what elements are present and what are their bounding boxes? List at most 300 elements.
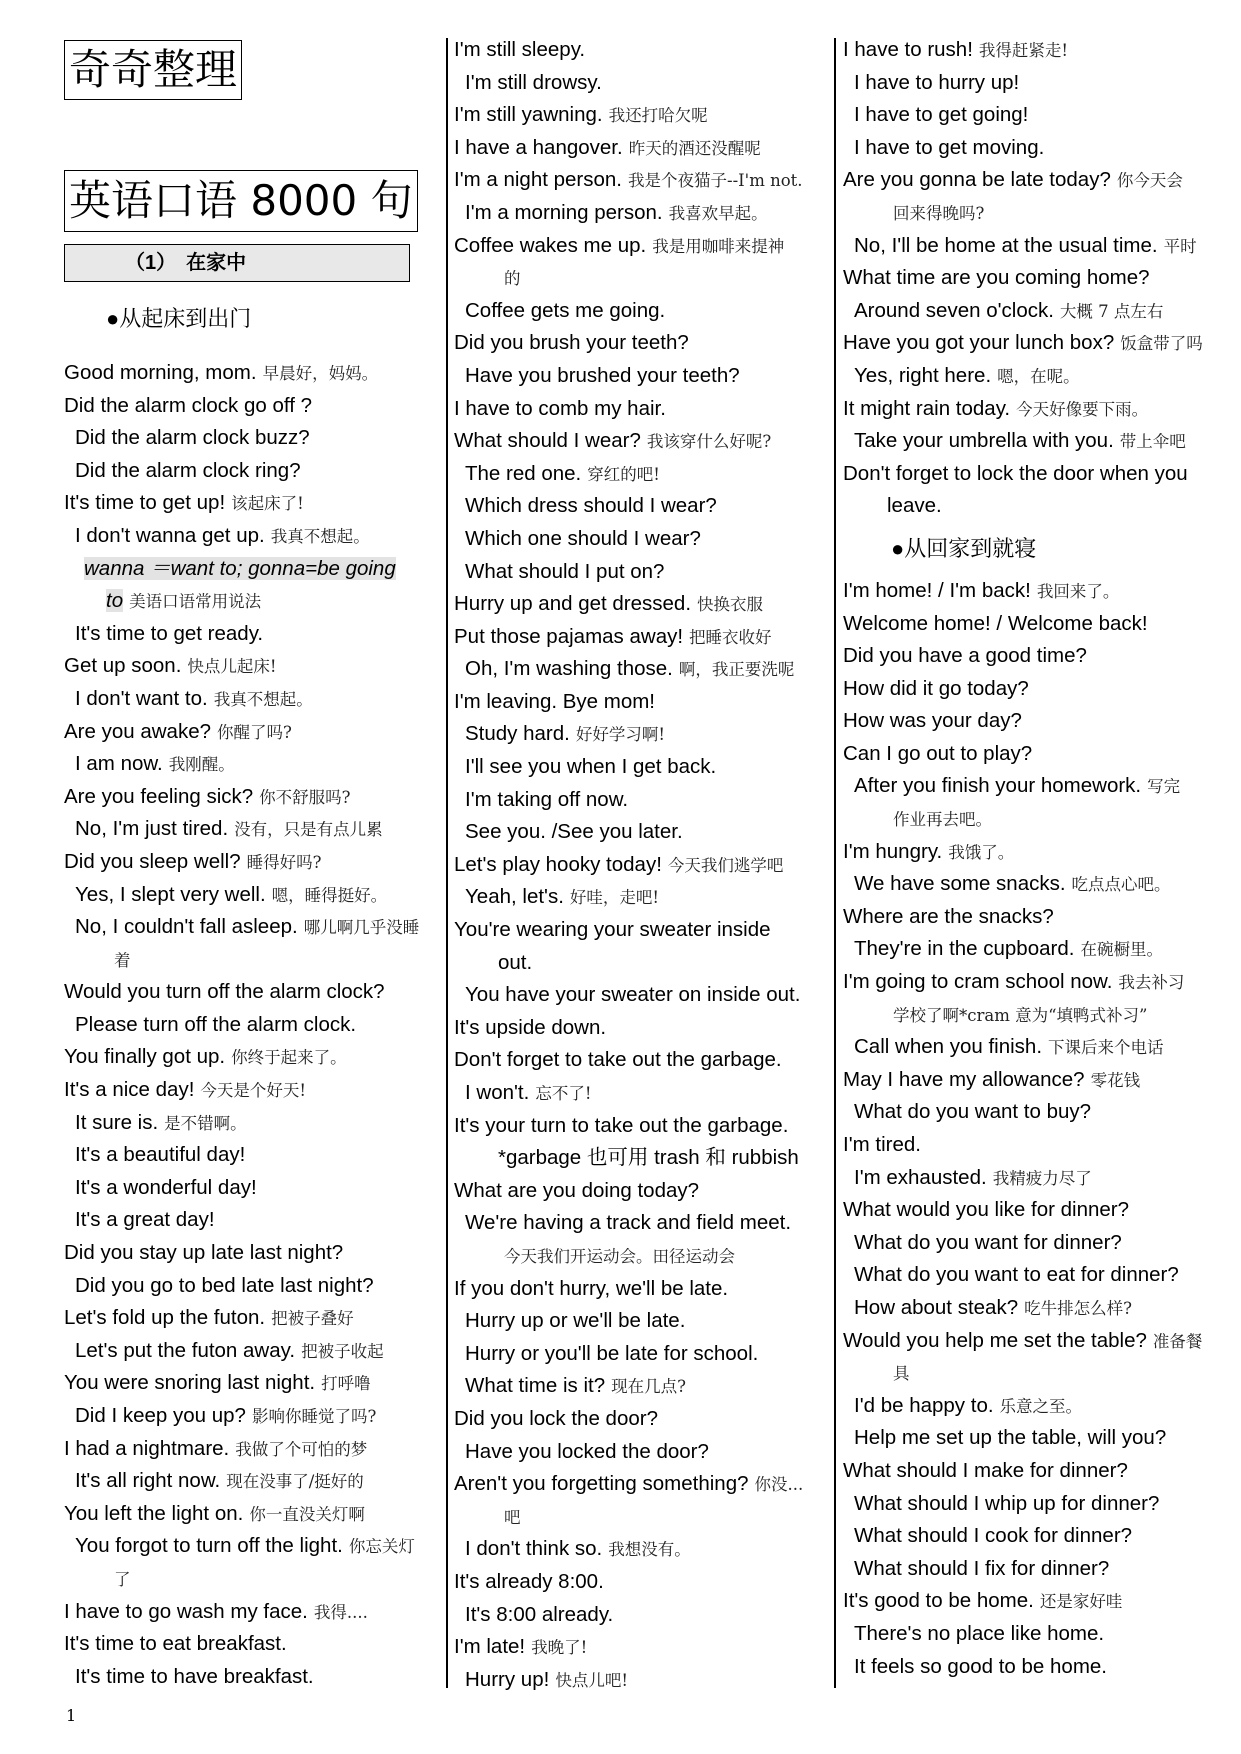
- chinese-translation: 睡得好吗?: [246, 852, 322, 872]
- phrase-line: [454, 947, 832, 980]
- phrase-line: [454, 458, 832, 491]
- chinese-translation: 带上伞吧: [1119, 432, 1186, 452]
- phrase-line: [454, 1436, 832, 1469]
- english-phrase: I don't wanna get up.: [75, 523, 265, 547]
- english-phrase: I'm a morning person.: [465, 200, 663, 224]
- phrase-line: [843, 966, 1228, 999]
- english-phrase: out.: [498, 950, 533, 974]
- chinese-translation: 下课后来个电话: [1048, 1038, 1164, 1058]
- chinese-translation: 美语口语常用说法: [129, 592, 262, 612]
- english-phrase: What time are you coming home?: [843, 266, 1150, 290]
- english-phrase: You forgot to turn off the light.: [75, 1534, 343, 1558]
- phrase-line: [64, 422, 444, 455]
- phrase-line: [454, 1338, 832, 1371]
- english-phrase: Let's put the futon away.: [75, 1338, 296, 1362]
- english-phrase: Oh, I'm washing those.: [465, 657, 673, 681]
- phrase-line: [843, 1292, 1228, 1325]
- chinese-translation: 把被子叠好: [271, 1309, 354, 1329]
- phrase-line: [64, 1530, 444, 1563]
- phrase-line: [843, 132, 1228, 165]
- english-phrase: It's all right now.: [75, 1469, 221, 1493]
- english-phrase: No, I'm just tired.: [75, 817, 229, 841]
- phrase-line: [843, 295, 1228, 328]
- english-phrase: Which one should I wear?: [465, 526, 701, 550]
- english-phrase: Where are the snacks?: [843, 904, 1054, 928]
- phrase-line: [454, 1273, 832, 1306]
- english-phrase: Around seven o'clock.: [854, 298, 1054, 322]
- phrase-line: [454, 425, 832, 458]
- chinese-translation: 快点儿起床!: [187, 657, 277, 677]
- phrase-line: [64, 1139, 444, 1172]
- phrase-line: [454, 490, 832, 523]
- phrase-line: [454, 914, 832, 947]
- phrase-line: [843, 1357, 1228, 1390]
- english-phrase: I had a nightmare.: [64, 1436, 230, 1460]
- english-phrase: Take your umbrella with you.: [854, 429, 1114, 453]
- phrase-line: [64, 553, 444, 586]
- english-phrase: It's a wonderful day!: [75, 1175, 257, 1199]
- chinese-translation: 今天是个好天!: [200, 1081, 307, 1101]
- phrase-line: [454, 67, 832, 100]
- phrase-line: [843, 575, 1228, 608]
- phrase-line: [64, 944, 444, 977]
- phrase-line: [843, 490, 1228, 523]
- phrase-line: [454, 621, 832, 654]
- phrase-line: [64, 455, 444, 488]
- english-phrase: Did you stay up late last night?: [64, 1241, 344, 1265]
- english-phrase: What should I whip up for dinner?: [854, 1491, 1160, 1515]
- chinese-translation: 写完: [1147, 777, 1181, 797]
- english-phrase: I'm still drowsy.: [465, 70, 602, 94]
- english-phrase: What should I cook for dinner?: [854, 1524, 1133, 1548]
- english-phrase: Are you feeling sick?: [64, 784, 254, 808]
- chinese-translation: 你不舒服吗?: [259, 787, 351, 807]
- subsection-heading: ●从回家到就寝: [891, 535, 1037, 561]
- english-phrase: It's your turn to take out the garbage.: [454, 1113, 789, 1137]
- phrase-line: [64, 618, 444, 651]
- english-phrase: What do you want to eat for dinner?: [854, 1263, 1179, 1287]
- english-phrase: Get up soon.: [64, 654, 182, 678]
- english-phrase: I'm leaving. Bye mom!: [454, 689, 656, 713]
- chinese-translation: 在碗橱里。: [1080, 940, 1163, 960]
- english-phrase: Have you locked the door?: [465, 1439, 709, 1463]
- english-phrase: The red one.: [465, 461, 582, 485]
- chinese-translation: 该起床了!: [231, 494, 304, 514]
- english-phrase: What should I put on?: [465, 559, 665, 583]
- chinese-translation: 你终于起来了。: [231, 1048, 347, 1068]
- phrase-line: [843, 1129, 1228, 1162]
- phrase-line: [64, 1465, 444, 1498]
- chinese-translation: 你今天会: [1116, 171, 1183, 191]
- english-phrase: Did I keep you up?: [75, 1404, 246, 1427]
- english-phrase: Have you got your lunch box?: [843, 331, 1115, 355]
- phrase-line: [454, 393, 832, 426]
- phrase-line: [454, 1370, 832, 1403]
- phrase-line: [454, 1012, 832, 1045]
- english-phrase: I'd be happy to.: [854, 1393, 994, 1417]
- subsection-heading: ●从起床到出门: [106, 306, 252, 331]
- chinese-translation: 你忘关灯: [348, 1537, 415, 1557]
- english-phrase: Yes, right here.: [854, 363, 992, 387]
- english-phrase: Did the alarm clock go off ?: [64, 393, 313, 417]
- phrase-line: [64, 1628, 444, 1661]
- english-phrase: Let's play hooky today!: [454, 852, 662, 876]
- phrase-line: [843, 1031, 1228, 1064]
- phrase-line: [64, 1302, 444, 1335]
- english-phrase: Did you brush your teeth?: [454, 331, 689, 355]
- page-number: 1: [66, 1706, 77, 1725]
- phrase-line: [64, 1172, 444, 1205]
- chinese-translation: 把被子收起: [301, 1341, 384, 1361]
- phrase-line: [64, 487, 444, 520]
- english-phrase: It's time to have breakfast.: [75, 1664, 314, 1688]
- english-phrase: Hurry up and get dressed.: [454, 592, 692, 616]
- english-phrase: It's a great day!: [75, 1208, 215, 1232]
- chinese-translation: 学校了啊*cram 意为“填鸭式补习”: [893, 1005, 1148, 1025]
- english-phrase: to: [106, 589, 124, 613]
- chinese-translation: 没有，只是有点儿累: [234, 820, 383, 840]
- english-phrase: Yeah, let's.: [465, 885, 564, 909]
- english-phrase: It's time to get ready.: [75, 621, 264, 645]
- english-phrase: How did it go today?: [843, 676, 1029, 700]
- english-phrase: How was your day?: [843, 709, 1022, 733]
- phrase-line: [64, 1400, 444, 1433]
- chinese-translation: 现在没事了/挺好的: [226, 1472, 364, 1492]
- phrase-line: [64, 1009, 444, 1042]
- english-phrase: I'm going to cram school now.: [843, 970, 1113, 994]
- phrase-line: [454, 197, 832, 230]
- phrase-line: [454, 1077, 832, 1110]
- column-2: [454, 34, 832, 1696]
- phrase-line: [64, 1335, 444, 1368]
- phrase-line: [454, 1207, 832, 1240]
- phrase-line: [64, 357, 444, 390]
- english-phrase: They're in the cupboard.: [854, 937, 1075, 961]
- phrase-line: [454, 784, 832, 817]
- chinese-translation: 零花钱: [1090, 1070, 1141, 1090]
- phrase-line: [843, 1096, 1228, 1129]
- chinese-translation: 哪儿啊几乎没睡: [303, 918, 420, 938]
- chinese-translation: 我得....: [313, 1602, 368, 1622]
- phrase-line: [843, 803, 1228, 836]
- chinese-translation: 今天我们逃学吧: [667, 855, 784, 875]
- chinese-translation: 作业再去吧。: [893, 810, 992, 830]
- phrase-line: [454, 1110, 832, 1143]
- phrase-line: [64, 1204, 444, 1237]
- phrase-line: [454, 1403, 832, 1436]
- chinese-translation: 今天我们开运动会。田径运动会: [504, 1246, 735, 1266]
- chinese-translation: 好好学习啊!: [575, 725, 665, 745]
- english-phrase: I have a hangover.: [454, 135, 623, 159]
- phrase-line: [843, 327, 1228, 360]
- chinese-translation: 昨天的酒还没醒呢: [628, 138, 761, 158]
- chinese-translation: 我想没有。: [608, 1540, 691, 1560]
- column-divider: [446, 38, 448, 1688]
- phrase-line: [843, 1227, 1228, 1260]
- chinese-translation: 我真不想起。: [213, 689, 313, 709]
- phrase-line: [454, 816, 832, 849]
- chinese-translation: 快换衣服: [697, 595, 764, 615]
- english-phrase: What do you want for dinner?: [854, 1230, 1122, 1254]
- english-phrase: It's time to get up!: [64, 491, 226, 515]
- chinese-translation: 大概 7 点左右: [1059, 301, 1164, 321]
- chinese-translation: 影响你睡觉了吗?: [251, 1407, 377, 1426]
- phrase-line: [843, 673, 1228, 706]
- phrase-line: [64, 1498, 444, 1531]
- chinese-translation: 乐意之至。: [999, 1396, 1083, 1416]
- chinese-translation: 回来得晚吗?: [893, 203, 985, 223]
- phrase-line: [454, 1142, 832, 1175]
- english-phrase: We have some snacks.: [854, 872, 1066, 896]
- english-phrase: Would you turn off the alarm clock?: [64, 980, 385, 1004]
- chinese-translation: 具: [893, 1364, 910, 1384]
- phrase-line: [843, 1520, 1228, 1553]
- phrase-line: [454, 1175, 832, 1208]
- english-phrase: It's already 8:00.: [454, 1569, 604, 1593]
- phrase-line: [843, 901, 1228, 934]
- chinese-translation: 我喜欢早起。: [668, 203, 768, 223]
- english-phrase: Yes, I slept very well.: [75, 882, 266, 906]
- chinese-translation: 饭盒带了吗: [1120, 334, 1203, 354]
- english-phrase: You have your sweater on inside out.: [465, 983, 801, 1007]
- phrase-line: [454, 653, 832, 686]
- chinese-translation: 平时: [1163, 236, 1197, 256]
- phrase-line: [454, 1533, 832, 1566]
- chinese-translation: 我刚醒。: [168, 755, 235, 775]
- phrase-line: [843, 197, 1228, 230]
- chinese-translation: 我是用咖啡来提神: [652, 236, 785, 256]
- english-phrase: You were snoring last night.: [64, 1371, 316, 1395]
- english-phrase: It feels so good to be home.: [854, 1654, 1107, 1678]
- phrase-line: [454, 295, 832, 328]
- phrase-line: [64, 781, 444, 814]
- english-phrase: I'm hungry.: [843, 839, 943, 863]
- english-phrase: Don't forget to take out the garbage.: [454, 1048, 782, 1072]
- phrase-line: [843, 1651, 1228, 1684]
- phrase-line: [64, 520, 444, 553]
- phrase-line: [843, 868, 1228, 901]
- chinese-translation: 好哇，走吧!: [569, 888, 660, 908]
- english-phrase: It might rain today.: [843, 396, 1011, 420]
- english-phrase: Help me set up the table, will you?: [854, 1426, 1167, 1450]
- english-phrase: It's upside down.: [454, 1015, 607, 1039]
- chinese-translation: 我去补习: [1118, 973, 1185, 993]
- chinese-translation: 的: [504, 269, 521, 289]
- chinese-translation: 早晨好，妈妈。: [262, 364, 379, 383]
- english-phrase: I won't.: [465, 1081, 530, 1104]
- english-phrase: I don't think so.: [465, 1537, 603, 1561]
- english-phrase: Don't forget to lock the door when you: [843, 461, 1188, 485]
- phrase-line: [454, 360, 832, 393]
- phrase-line: [454, 588, 832, 621]
- phrase-line: [64, 976, 444, 1009]
- chinese-translation: 穿红的吧!: [587, 464, 660, 484]
- chinese-translation: 我饿了。: [948, 842, 1015, 862]
- phrase-line: [454, 1468, 832, 1501]
- phrase-line: [843, 360, 1228, 393]
- phrase-line: [843, 99, 1228, 132]
- phrase-line: [843, 34, 1228, 67]
- phrase-line: [454, 99, 832, 132]
- column-divider: [834, 38, 836, 1688]
- english-phrase: What do you want to buy?: [854, 1100, 1092, 1124]
- phrase-line: [64, 1367, 444, 1400]
- english-phrase: I have to get going!: [854, 103, 1029, 127]
- phrase-line: [843, 164, 1228, 197]
- english-phrase: Let's fold up the futon.: [64, 1306, 266, 1330]
- chinese-translation: 吧: [504, 1507, 521, 1527]
- english-phrase: I'm still sleepy.: [454, 38, 586, 61]
- phrase-line: [64, 1107, 444, 1140]
- chinese-translation: 嗯，睡得挺好。: [271, 885, 388, 905]
- english-phrase: I'm a night person.: [454, 168, 623, 192]
- chinese-translation: 今天好像要下雨。: [1016, 399, 1149, 419]
- chinese-translation: 我还打哈欠呢: [608, 106, 708, 126]
- phrase-line: [843, 1618, 1228, 1651]
- phrase-line: [843, 393, 1228, 426]
- phrase-line: [843, 262, 1228, 295]
- english-phrase: No, I'll be home at the usual time.: [854, 233, 1158, 257]
- chinese-translation: 我该穿什么好呢?: [646, 432, 772, 452]
- english-phrase: Please turn off the alarm clock.: [75, 1012, 357, 1036]
- english-phrase: Are you awake?: [64, 719, 212, 743]
- english-phrase: You're wearing your sweater inside: [454, 918, 771, 942]
- phrase-line: [454, 1664, 832, 1697]
- phrase-line: [454, 1566, 832, 1599]
- phrase-line: [454, 1501, 832, 1534]
- chinese-translation: 我是个夜猫子--I'm not.: [628, 171, 803, 191]
- english-phrase: Have you brushed your teeth?: [465, 363, 740, 387]
- english-phrase: Are you gonna be late today?: [843, 168, 1111, 192]
- english-phrase: I don't want to.: [75, 686, 208, 710]
- english-phrase: Hurry or you'll be late for school.: [465, 1341, 759, 1365]
- english-phrase: Study hard.: [465, 722, 570, 746]
- phrase-line: [843, 1162, 1228, 1195]
- phrase-line: [843, 1325, 1228, 1358]
- english-phrase: If you don't hurry, we'll be late.: [454, 1276, 729, 1300]
- chinese-translation: 打呼噜: [321, 1374, 371, 1394]
- phrase-line: [843, 1455, 1228, 1488]
- phrase-line: [843, 933, 1228, 966]
- chinese-translation: 还是家好哇: [1039, 1592, 1123, 1612]
- phrase-line: [454, 1631, 832, 1664]
- phrase-line: [64, 1433, 444, 1466]
- phrase-line: [843, 1585, 1228, 1618]
- phrase-line: [843, 1553, 1228, 1586]
- chinese-translation: 着: [114, 950, 131, 970]
- english-phrase: Did you lock the door?: [454, 1406, 658, 1430]
- english-phrase: Did the alarm clock ring?: [75, 458, 301, 482]
- phrase-line: [843, 1422, 1228, 1455]
- english-phrase: Did you sleep well?: [64, 849, 241, 873]
- english-phrase: What should I fix for dinner?: [854, 1556, 1110, 1580]
- chinese-translation: 你一直没关灯啊: [249, 1504, 365, 1524]
- english-phrase: It sure is.: [75, 1110, 159, 1134]
- phrase-line: [64, 1661, 444, 1694]
- english-phrase: Would you help me set the table?: [843, 1328, 1147, 1352]
- chinese-translation: 现在几点?: [611, 1377, 686, 1397]
- chinese-translation: 你醒了吗?: [217, 722, 292, 742]
- chinese-translation: 嗯，在呢。: [997, 366, 1080, 386]
- english-phrase: I'll see you when I get back.: [465, 755, 717, 779]
- english-phrase: Did you go to bed late last night?: [75, 1273, 374, 1297]
- english-phrase: What should I wear?: [454, 429, 641, 453]
- chinese-translation: 快点儿吧!: [555, 1670, 628, 1690]
- phrase-line: [843, 1064, 1228, 1097]
- english-phrase: You finally got up.: [64, 1045, 226, 1069]
- chinese-translation: 我晚了!: [531, 1638, 588, 1658]
- phrase-line: [843, 770, 1228, 803]
- phrase-line: [454, 1305, 832, 1338]
- phrase-line: [64, 911, 444, 944]
- english-phrase: May I have my allowance?: [843, 1067, 1085, 1091]
- english-phrase: I'm still yawning.: [454, 103, 603, 127]
- english-phrase: wanna ＝want to; gonna=be going: [84, 556, 396, 580]
- phrase-line: [454, 881, 832, 914]
- column-1: [64, 306, 444, 1693]
- phrase-line: [843, 425, 1228, 458]
- phrase-line: [454, 327, 832, 360]
- english-phrase: After you finish your homework.: [854, 774, 1142, 798]
- chinese-translation: 准备餐: [1152, 1331, 1203, 1351]
- phrase-line: [843, 705, 1228, 738]
- english-phrase: We're having a track and field meet.: [465, 1211, 792, 1235]
- english-phrase: I'm home! / I'm back!: [843, 578, 1031, 602]
- english-phrase: It's a beautiful day!: [75, 1143, 246, 1167]
- phrase-line: [454, 262, 832, 295]
- phrase-line: [64, 1041, 444, 1074]
- english-phrase: Did the alarm clock buzz?: [75, 426, 310, 450]
- chinese-translation: 我做了个可怕的梦: [235, 1439, 368, 1459]
- phrase-line: [454, 979, 832, 1012]
- phrase-line: [64, 1074, 444, 1107]
- chinese-translation: 是不错啊。: [164, 1113, 247, 1133]
- english-phrase: I have to rush!: [843, 38, 973, 61]
- english-phrase: I have to go wash my face.: [64, 1599, 308, 1623]
- phrase-line: [64, 1270, 444, 1303]
- english-phrase: See you. /See you later.: [465, 820, 683, 844]
- phrase-line: [843, 1390, 1228, 1423]
- column-3: [843, 34, 1228, 1683]
- chinese-translation: 吃点点心吧。: [1071, 875, 1171, 895]
- english-phrase: Aren't you forgetting something?: [454, 1472, 749, 1496]
- english-phrase: Put those pajamas away!: [454, 624, 684, 648]
- english-phrase: There's no place like home.: [854, 1621, 1105, 1645]
- chinese-translation: 吃牛排怎么样?: [1024, 1298, 1132, 1318]
- english-phrase: It's a nice day!: [64, 1078, 195, 1102]
- phrase-line: [64, 390, 444, 423]
- english-phrase: What would you like for dinner?: [843, 1198, 1130, 1222]
- phrase-line: [64, 748, 444, 781]
- english-phrase: leave.: [887, 494, 942, 518]
- english-phrase: It's 8:00 already.: [465, 1602, 614, 1626]
- phrase-line: [64, 813, 444, 846]
- english-phrase: You left the light on.: [64, 1501, 244, 1525]
- phrase-line: [843, 1194, 1228, 1227]
- english-phrase: I am now.: [75, 752, 163, 776]
- phrase-line: [454, 718, 832, 751]
- chinese-translation: 我回来了。: [1036, 581, 1120, 601]
- phrase-line: [454, 230, 832, 263]
- english-phrase: Coffee wakes me up.: [454, 233, 647, 257]
- phrase-line: [454, 1599, 832, 1632]
- phrase-line: [843, 738, 1228, 771]
- chinese-translation: 忘不了!: [535, 1084, 592, 1103]
- english-phrase: *garbage 也可用 trash 和 rubbish: [498, 1146, 799, 1170]
- english-phrase: Did you have a good time?: [843, 644, 1087, 668]
- phrase-line: [64, 585, 444, 618]
- phrase-line: [454, 1240, 832, 1273]
